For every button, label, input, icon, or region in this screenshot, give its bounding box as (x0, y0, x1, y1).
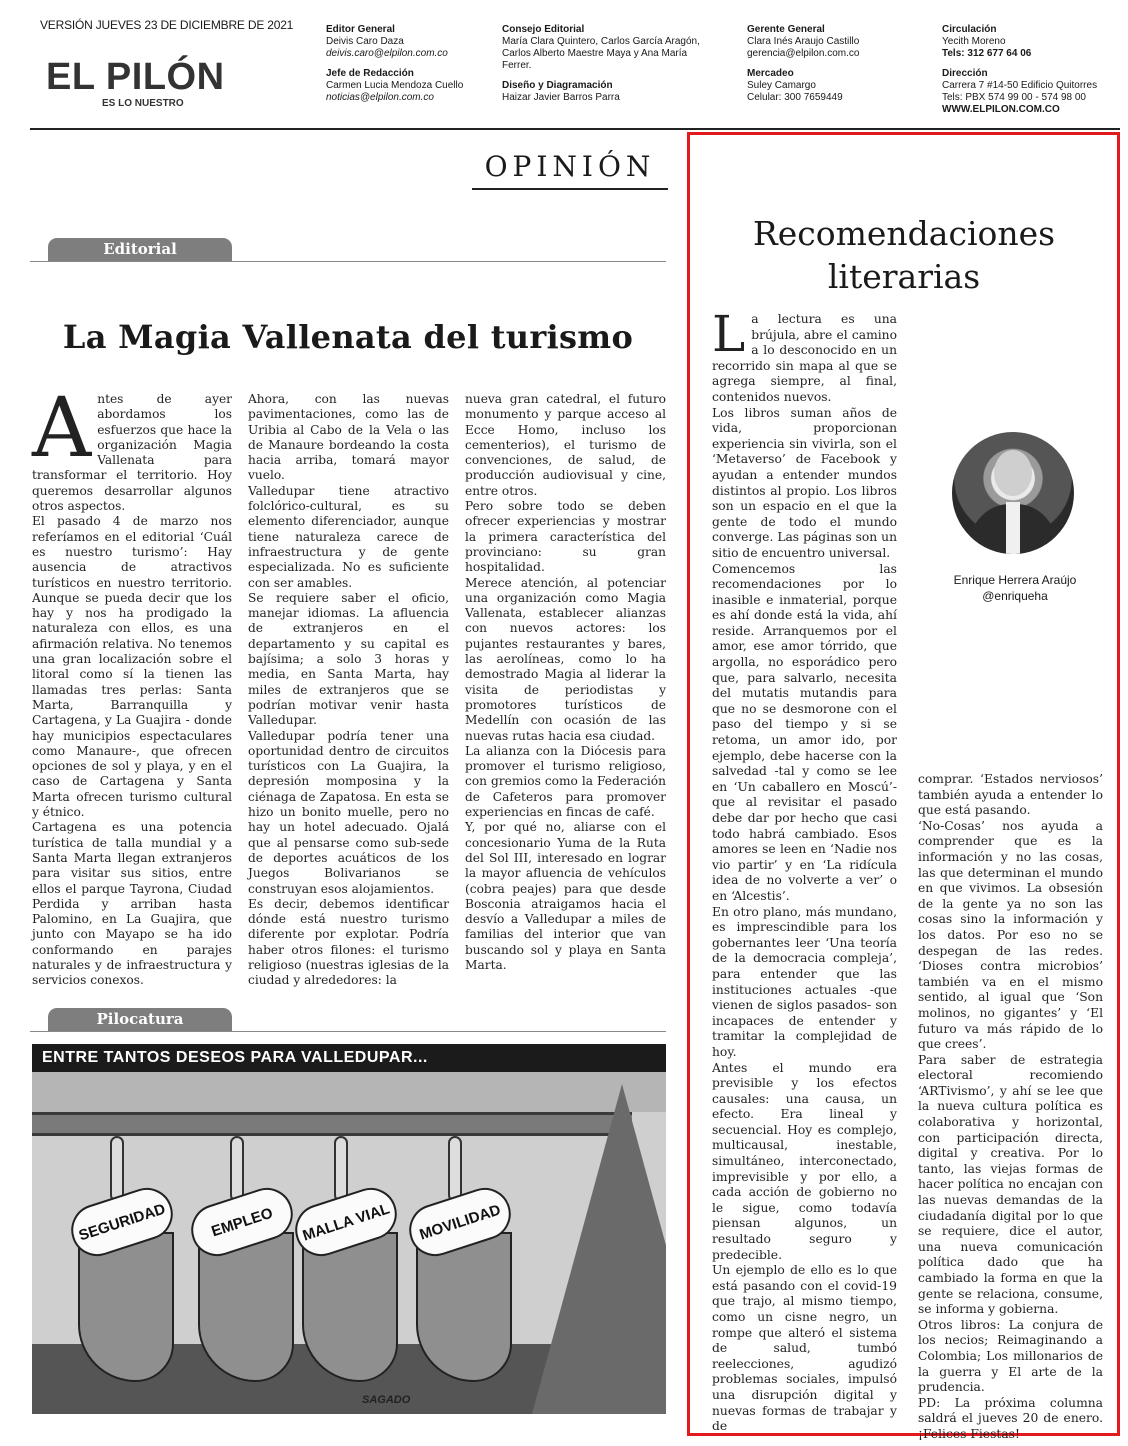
column-paragraph: Antes el mundo era previsible y los efectos causales: una causa, un efecto. Era lineal y secuencial. Hoy es complejo, multicausal, inestable, simultáneo, interconectado, imprevisible y por ello, a cada acción de gobierno no le sigue, como todavía piensan algunos, un resultado seguro y predecible. (712, 1060, 897, 1262)
staff-line: Suley Camargo (747, 80, 816, 91)
column-paragraph: Otros libros: La conjura de los necios; Reimaginando a Colombia; Los millonarios de la guerra y El arte de la prudencia. (918, 1317, 1103, 1395)
editorial-headline: La Magia Vallenata del turismo (62, 318, 634, 356)
edition-date: VERSIÓN JUEVES 23 DE DICIEMBRE DE 2021 (40, 18, 294, 32)
editorial-paragraph: Pero sobre todo se deben ofrecer experiencias y mostrar la primera característica del provinciano: su gran hospitalidad. (465, 499, 666, 575)
staff-line: Haizar Javier Barros Parra (502, 92, 620, 103)
editorial-paragraph: Valledupar tiene atractivo folclórico-cultural, es su elemento diferenciador, aunque tiene naturaleza carece de infraestructura y de gente especializada. No es suficiente con ser amables. (248, 483, 449, 590)
drop-cap: L (712, 305, 746, 363)
author-name: Enrique Herrera Araújo (953, 573, 1077, 587)
staff-line: Ferrer. (502, 60, 532, 71)
staff-role: Mercadeo (747, 68, 794, 79)
staff-role: Diseño y Diagramación (502, 80, 613, 91)
column-paragraph: La lectura es una brújula, abre el camino a lo desconocido en un recorrido sin mapa al que se agrega siempre, al final, contenidos nuevos. (712, 305, 897, 404)
staff-name: Carmen Lucia Mendoza Cuello (326, 80, 464, 91)
editorial-paragraph: La alianza con la Diócesis para promover el turismo religioso, con gremios como la Federación de Cafeteros para promover experiencias en fincas de café. (465, 743, 666, 820)
column-paragraph: Los libros suman años de vida, proporcionan experiencia sin vivirla, son el ‘Metaverso’ de Facebook y ayudan a entender mundos distintos al propio. Los libros son un espacio en el que la gente de todo el mundo converge. Las páginas son un sitio de encuentro universal. (712, 405, 897, 560)
staff-line: Carlos Alberto Maestre Maya y Ana María (502, 48, 688, 59)
staff-name: Deivis Caro Daza (326, 36, 404, 47)
stocking (190, 1136, 294, 1396)
column-paragraph: ‘No-Cosas’ nos ayuda a comprender que es la información y no las cosas, las que determinan el mundo en que vivimos. La obsesión de la gente ya no son las cosas sino la información y los datos. Por eso no se despegan de las redes. ‘Dioses contra microbios’ también va en el mismo sentido, al igual que ‘Son molinos, no gigantes’ y ‘El futuro va más rápido de lo que crees’. (918, 818, 1103, 1052)
editorial-tab (30, 238, 666, 262)
stocking (408, 1136, 512, 1396)
column-paragraph: Para saber de estrategia electoral recomiendo ‘ARTivismo’, y ahí se lee que la nueva cultura política es colaborativa y horizontal, con participación directa, digital y creativa. Por lo tanto, las viejas formas de hacer política no encajan con las nuevas demandas de la ciudadanía digital por lo que se requiere, dice el autor, una nueva comunicación política dado que ha cambiado la forma en que la gente se relaciona, consume, se informa y gobierna. (918, 1052, 1103, 1317)
staff-line: Tels: 312 677 64 06 (942, 48, 1032, 59)
staff-email[interactable]: deivis.caro@elpilon.com.co (326, 48, 448, 59)
newspaper-slogan: ES LO NUESTRO (102, 98, 184, 109)
staff-role: Dirección (942, 68, 988, 79)
editorial-paragraph: Valledupar podría tener una oportunidad dentro de circuitos turísticos con La Guajira, la depresión momposina y la ciénaga de Zapatosa. En esta se hizo un bonito muelle, pero no hay un hotel adecuado. Ojalá que al pensarse como sub-sede de deportes acuáticos de los Juegos Bolivarianos se construyan esos alojamientos. (248, 728, 449, 896)
staff-email[interactable]: gerencia@elpilon.com.co (747, 48, 860, 59)
column-title: Recomendaciones literarias (752, 214, 1056, 296)
cartoon-tab (30, 1008, 666, 1032)
editorial-column-3 (465, 392, 666, 973)
editorial-tab-label: Editorial (48, 238, 232, 261)
column-paragraph: PD: La próxima columna saldrá el jueves 20 de enero. ¡Felices Fiestas! (918, 1395, 1103, 1441)
column-text-right (918, 772, 1103, 1443)
staff-column-3 (747, 24, 859, 112)
stocking-label: MOVILIDAD (403, 1181, 518, 1263)
staff-column-2 (502, 24, 700, 112)
editorial-paragraph: Y, por qué no, aliarse con el concesionario Yuma de la Ruta del Sol III, interesado en lograr la mayor afluencia de vehículos (cobra peajes) para que desde Bosconia atraigamos hacia el desvío a Valledupar a miles de familias del interior que van buscando sol y playa en Santa Marta. (465, 820, 666, 972)
editorial-paragraph: Cartagena es una potencia turística de talla mundial y a Santa Marta llegan extranjeros para visitar sus sitios, entre ellos el parque Tayrona, Ciudad Perdida y arriban hasta Palomino, en La Guajira, que junto con Mayapo se ha ido conformando en parajes naturales y de infraestructura y servicios conexos. (32, 820, 232, 988)
cartoon-caption: ENTRE TANTOS DESEOS PARA VALLEDUPAR... (32, 1044, 666, 1072)
column-text-left (712, 305, 897, 1435)
column-paragraph: Un ejemplo de ello es lo que está pasando con el covid-19 que trajo, al mismo tiempo, como un cisne negro, un rompe que alteró el sistema de salud, tumbó reelecciones, agudizó problemas sociales, impulsó una disrupción digital y nuevas formas de trabajar y de (712, 1263, 897, 1434)
staff-line: María Clara Quintero, Carlos García Aragón, (502, 36, 700, 47)
staff-column-4 (942, 24, 1097, 124)
staff-line: Tels: PBX 574 99 00 - 574 98 00 (942, 92, 1086, 103)
newspaper-logo: EL PILÓN (46, 56, 225, 98)
editorial-paragraph: Merece atención, al potenciar una organización como Magia Vallenata, establecer alianzas con nuevos actores: los pujantes restaurantes y bares, las aerolíneas, como lo ha demostrado Magia al liderar la visita de periodistas y promotores turísticos de Medellín con ocasión de las nuevas rutas hacia esa ciudad. (465, 575, 666, 743)
staff-role: Gerente General (747, 24, 825, 35)
staff-email[interactable]: noticias@elpilon.com.co (326, 92, 434, 103)
column-paragraph: Comencemos las recomendaciones por lo inasible e inmaterial, porque es ahí donde está la vida, ahí reside. Arranquemos por el amor, ese amor tórrido, que argolla, no esporádico pero que, para salvarlo, necesita del mutatis mutandis para que no se desmorone con el paso del tiempo y si se retoma, un amor ido, por ejemplo, debe hacerse con la salvedad -tal y como se lee en ‘Un caballero en Moscú’- que al revisitar el pasado debe dar por hecho que casi todo habrá cambiado. Esos amores se leen en ‘Nadie nos vio partir’ y en ‘La ridícula idea de no volverte a ver’ o en ‘Alcestis’. (712, 561, 897, 903)
editorial-cartoon (32, 1044, 666, 1414)
stocking-label: SEGURIDAD (65, 1181, 180, 1263)
stocking (70, 1136, 174, 1396)
editorial-column-2 (248, 392, 449, 989)
author-handle[interactable]: @enriqueha (982, 589, 1048, 603)
stocking (294, 1136, 398, 1396)
staff-column-1 (326, 24, 463, 112)
column-paragraph: En otro plano, más mundano, es imprescindible para los gobernantes leer ‘Una teoría de la democracia compleja’, para entender que las instituciones actuales -que vienen de siglos pasados- son incapaces de entender y tramitar la complejidad de hoy. (712, 904, 897, 1059)
staff-line: Clara Inés Araujo Castillo (747, 36, 860, 47)
editorial-paragraph: Es decir, debemos identificar dónde está nuestro turismo diferente por explotar. Podría haber otros filones: el turismo religioso (nuestras iglesias de la ciudad y alrededores: la (248, 896, 449, 988)
editorial-paragraph: El pasado 4 de marzo nos referíamos en el editorial ‘Cuál es nuestro turismo’: Hay ausencia de atractivos turísticos en nuestro territorio. Aunque se pueda decir que los hay y nos ha prodigado la naturaleza con ellos, es una afirmación relativa. No tenemos una gran localización sobre el litoral como sí la tienen las llamadas tres perlas: Santa Marta, Barranquilla y Cartagena, y La Guajira - donde hay municipios espectaculares como Manaure-, que ofrecen opciones de sol y playa, y en el caso de Cartagena y Santa Marta ofrecen turismo cultural y étnico. (32, 514, 232, 820)
author-photo (952, 432, 1074, 554)
staff-line: Celular: 300 7659449 (747, 92, 843, 103)
staff-role: Editor General (326, 24, 395, 35)
stocking-label: MALLA VIAL (289, 1181, 404, 1263)
editorial-column-1 (32, 381, 232, 989)
column-paragraph: comprar. ‘Estados nerviosos’ también ayuda a entender lo que está pasando. (918, 772, 1103, 818)
staff-role: Consejo Editorial (502, 24, 585, 35)
editorial-paragraph: nueva gran catedral, el futuro monumento y parque acceso al Ecce Homo, incluso los cementerios), el turismo de convenciones, de salud, de producción audiovisual y cine, entre otros. (465, 392, 666, 498)
stocking-label: EMPLEO (185, 1181, 300, 1263)
christmas-tree-icon (532, 1084, 666, 1414)
editorial-paragraph: Se requiere saber el oficio, manejar idiomas. La afluencia de extranjeros en el departamento y su capital es bajísima; a solo 3 horas y media, en Santa Marta, hay miles de extranjeros que se podrían motivar venir hasta Valledupar. (248, 590, 449, 728)
staff-line: Yecith Moreno (942, 36, 1006, 47)
masthead (30, 14, 1120, 130)
staff-line: Carrera 7 #14-50 Edificio Quitorres (942, 80, 1098, 91)
staff-role: Circulación (942, 24, 997, 35)
editorial-paragraph: Antes de ayer abordamos los esfuerzos que hace la organización Magia Vallenata para transformar el territorio. Hoy queremos desarrollar algunos otros aspectos. (32, 381, 232, 514)
editorial-paragraph: Ahora, con las nuevas pavimentaciones, como las de Uribia al Cabo de la Vela o las de Manaure bordeando la costa hacia arriba, tomará mayor vuelo. (248, 392, 449, 483)
author-byline (930, 572, 1100, 604)
staff-role: Jefe de Redacción (326, 68, 414, 79)
cartoonist-signature: SAGADO (362, 1394, 411, 1406)
section-title: OPINIÓN (472, 150, 668, 190)
website-link[interactable]: WWW.ELPILON.COM.CO (942, 104, 1060, 115)
cartoon-tab-label: Pilocatura (48, 1008, 232, 1031)
drop-cap: A (32, 381, 92, 476)
